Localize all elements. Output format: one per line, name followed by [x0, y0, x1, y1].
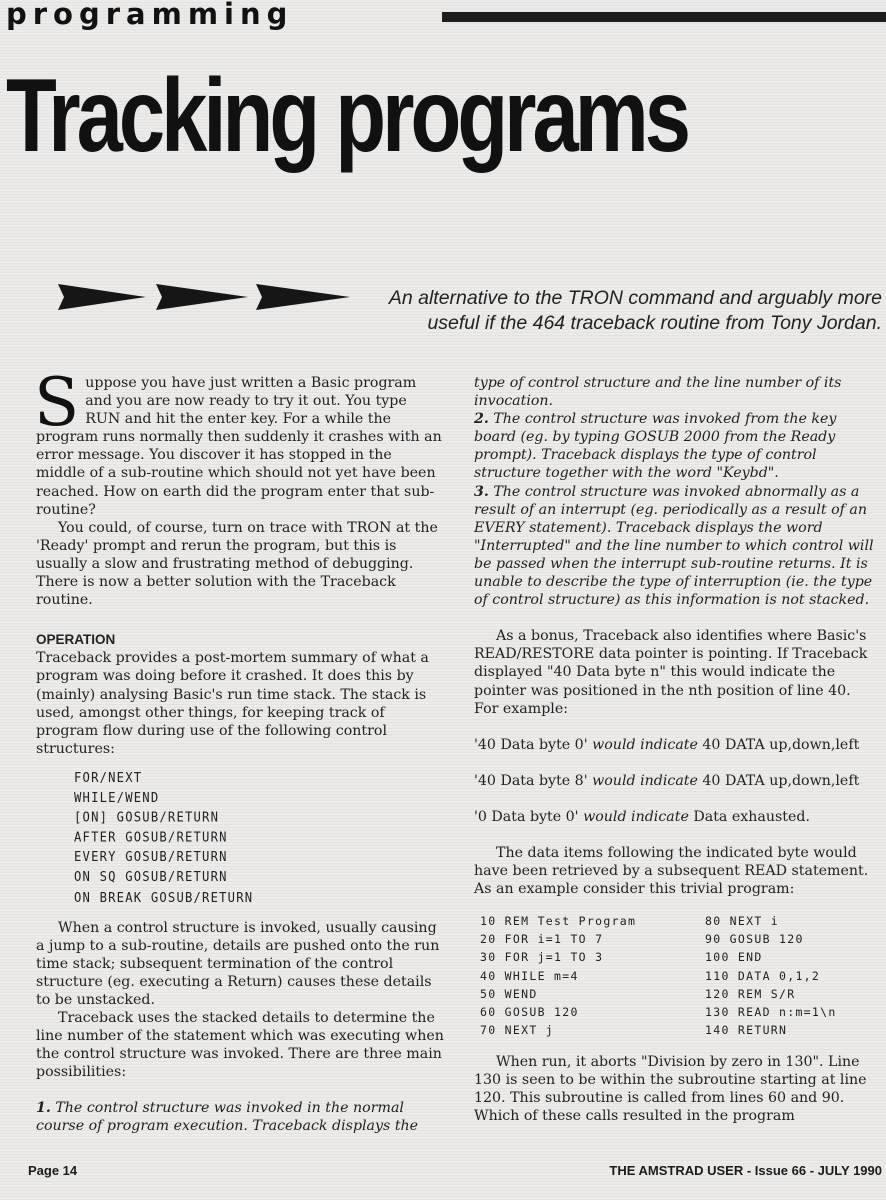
paragraph-stack: When a control structure is invoked, usually causing a jump to a sub-routine, details are pushed onto the run time stack; subsequent termination of the control structure (eg. executing a Return) causes these details to be unstacked. — [36, 919, 440, 1008]
example-2-mid: would indicate — [592, 772, 698, 789]
possibility-3-number: 3. — [474, 483, 489, 500]
article-title: Tracking programs — [6, 58, 688, 174]
possibility-1-number: 1. — [36, 1100, 51, 1117]
list-item: EVERY GOSUB/RETURN — [74, 849, 228, 865]
program-line: 50 WEND — [480, 986, 538, 1001]
possibility-3 — [474, 483, 874, 610]
example-1-mid: would indicate — [592, 736, 698, 753]
left-column — [34, 364, 444, 1136]
section-rule — [442, 12, 886, 22]
list-item: ON BREAK GOSUB/RETURN — [74, 889, 254, 905]
arrow-shape-3 — [256, 284, 350, 310]
example-1-code: '40 Data byte 0' — [474, 736, 588, 753]
possibility-1 — [36, 1099, 444, 1135]
program-listing — [480, 912, 874, 1039]
standfirst-line-2: useful if the 464 traceback routine from Tony Jordan. — [427, 312, 882, 334]
right-column — [474, 374, 874, 1125]
example-3-result: Data exhausted. — [693, 808, 810, 825]
issue-info: THE AMSTRAD USER - Issue 66 - JULY 1990 — [609, 1163, 882, 1178]
paragraph-intro — [34, 364, 444, 519]
list-item: FOR/NEXT — [74, 769, 143, 786]
drop-cap: S — [34, 364, 80, 441]
example-2-code: '40 Data byte 8' — [474, 772, 588, 789]
paragraph-data-items: The data items following the indicated byte would have been retrieved by a subsequent READ statement. As an example consider this trivial program: — [474, 844, 869, 898]
program-line: 20 FOR i=1 TO 7 — [480, 932, 604, 947]
program-line: 140 RETURN — [705, 1022, 788, 1037]
list-item: [ON] GOSUB/RETURN — [74, 809, 220, 825]
program-line: 10 REM Test Program — [480, 914, 637, 929]
paragraph-intro-text: uppose you have just written a Basic program and you are now ready to try it out. You type RUN and hit the enter key. For a while the program runs normally then suddenly it crashes with an error message. You discover it has stopped in the middle of a sub-routine which should not yet have been reached. How on earth did the program enter that sub-routine? — [36, 375, 442, 518]
arrow-decoration — [58, 282, 358, 312]
list-item: AFTER GOSUB/RETURN — [74, 829, 228, 845]
program-line: 100 END — [705, 950, 763, 965]
possibility-2-number: 2. — [474, 411, 489, 428]
possibility-2-text: The control structure was invoked from the key board (eg. by typing GOSUB 2000 from the Ready prompt). Traceback displays the type of control structure together with the word "Keybd". — [474, 411, 837, 482]
list-item: ON SQ GOSUB/RETURN — [74, 869, 228, 885]
example-line-1 — [474, 736, 874, 754]
program-line: 120 REM S/R — [705, 986, 796, 1001]
paragraph-operation: Traceback provides a post-mortem summary of what a program was doing before it crashed. It does this by (mainly) analysing Basic's run time stack. The stack is used, amongst other things, for keeping track of program flow during use of the following control structures: — [36, 650, 429, 757]
arrow-shape-1 — [58, 284, 146, 310]
control-structure-list — [74, 768, 444, 907]
section-heading: programming — [6, 0, 294, 31]
program-line: 30 FOR j=1 TO 3 — [480, 950, 604, 965]
program-column-1 — [480, 912, 705, 1039]
arrow-shape-2 — [156, 284, 248, 310]
example-line-3 — [474, 808, 874, 826]
standfirst — [342, 286, 882, 336]
program-line: 90 GOSUB 120 — [705, 932, 804, 947]
example-3-mid: would indicate — [583, 808, 689, 825]
program-line: 130 READ n:m=1\n — [705, 1004, 837, 1019]
possibility-2 — [474, 410, 874, 482]
example-3-code: '0 Data byte 0' — [474, 808, 579, 825]
example-1-result: 40 DATA up,down,left — [702, 736, 860, 753]
program-line: 80 NEXT i — [705, 914, 780, 929]
paragraph-run-result: When run, it aborts "Division by zero in 130". Line 130 is seen to be within the subroutine starting at line 120. This subroutine is called from lines 60 and 90. Which of these calls resulted in the program — [474, 1053, 867, 1125]
page-number: Page 14 — [28, 1163, 78, 1178]
subheading-operation: OPERATION — [36, 632, 116, 648]
list-item: WHILE/WEND — [74, 789, 160, 806]
paragraph-possibilities: Traceback uses the stacked details to determine the line number of the statement which was executing when the control structure was invoked. There are three main possibilities: — [36, 1010, 444, 1081]
program-line: 40 WHILE m=4 — [480, 968, 579, 983]
program-column-2 — [705, 912, 870, 1039]
example-2-result: 40 DATA up,down,left — [702, 772, 860, 789]
program-line: 60 GOSUB 120 — [480, 1004, 579, 1019]
possibility-3-text: The control structure was invoked abnormally as a result of an interrupt (eg. periodically as a result of an EVERY statement). Traceback displays the word "Interrupted" and the line number to which control will be passed when the interrupt sub-routine returns. It is unable to describe the type of interruption (ie. the type of control structure) as this information is not stacked. — [474, 483, 874, 609]
possibility-1-text: The control structure was invoked in the normal course of program execution. Traceback displays the — [36, 1100, 419, 1135]
program-line: 70 NEXT j — [480, 1022, 555, 1037]
program-line: 110 DATA 0,1,2 — [705, 968, 821, 983]
possibility-1-continued: type of control structure and the line number of its invocation. — [474, 375, 842, 410]
paragraph-bonus: As a bonus, Traceback also identifies where Basic's READ/RESTORE data pointer is pointing. If Traceback displayed "40 Data byte n" this would indicate the pointer was positioned in the nth position of line 40. For example: — [474, 628, 868, 717]
example-line-2 — [474, 772, 874, 790]
paragraph-tron: You could, of course, turn on trace with TRON at the 'Ready' prompt and rerun the program, but this is usually a slow and frustrating method of debugging. There is now a better solution with the Traceback routine. — [36, 519, 438, 609]
standfirst-line-1: An alternative to the TRON command and arguably more — [388, 287, 882, 309]
